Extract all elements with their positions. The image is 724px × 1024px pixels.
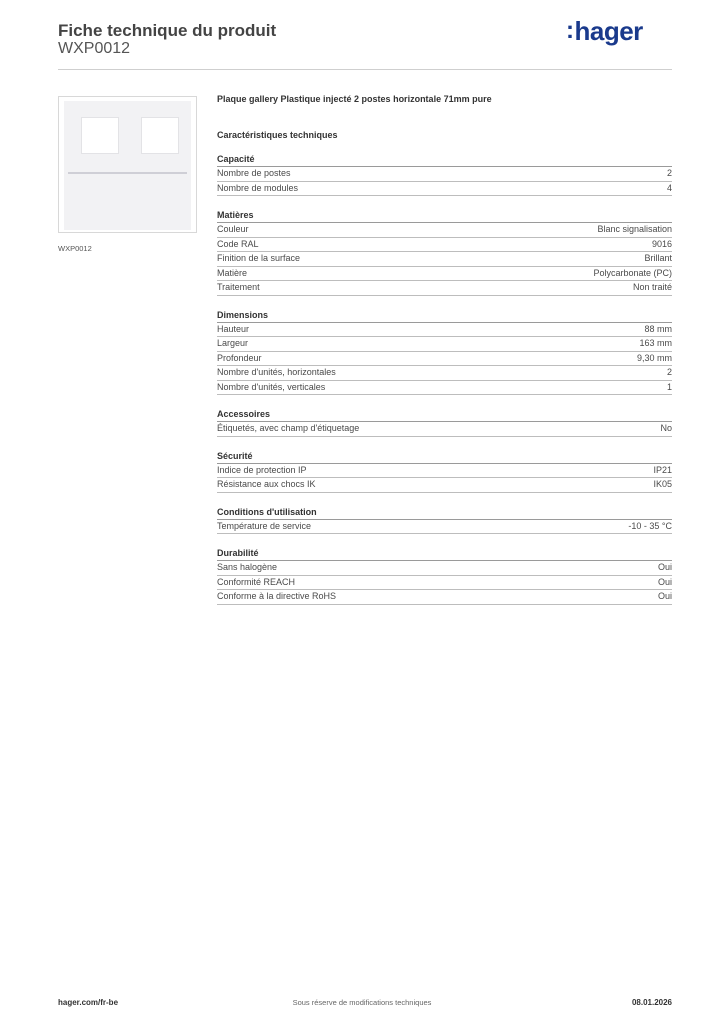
spec-value: Oui: [657, 591, 672, 601]
spec-row: [217, 464, 672, 479]
hager-logo: [566, 16, 643, 47]
spec-row: [217, 478, 672, 493]
spec-label: Conforme à la directive RoHS: [217, 591, 337, 601]
spec-row: [217, 381, 672, 396]
section-title: Matières: [217, 209, 672, 223]
spec-value: Oui: [657, 576, 672, 587]
spec-row: [217, 252, 672, 267]
spec-row: [217, 352, 672, 367]
characteristics-heading: Caractéristiques techniques: [217, 130, 338, 140]
spec-label: Nombre de modules: [217, 182, 299, 193]
spec-sections: [217, 153, 672, 605]
product-description: Plaque gallery Plastique injecté 2 postes horizontale 71mm pure: [217, 94, 492, 104]
spec-row: [217, 422, 672, 437]
spec-label: Conformité REACH: [217, 576, 296, 587]
spec-label: Largeur: [217, 338, 249, 348]
product-code: WXP0012: [58, 40, 131, 57]
spec-label: Indice de protection IP: [217, 464, 307, 475]
spec-label: Étiquetés, avec champ d'étiquetage: [217, 423, 360, 433]
spec-value: Brillant: [644, 253, 672, 263]
spec-value: 2: [666, 168, 672, 178]
plate-window-left: [81, 117, 119, 154]
spec-label: Traitement: [217, 282, 260, 292]
spec-value: 2: [666, 367, 672, 377]
spec-value: 9,30 mm: [636, 352, 672, 363]
spec-label: Hauteur: [217, 323, 250, 334]
spec-row: [217, 366, 672, 381]
spec-row: [217, 576, 672, 591]
plate-window-right: [141, 117, 179, 154]
spec-row: [217, 561, 672, 576]
spec-value: 4: [666, 182, 672, 193]
spec-value: 1: [666, 381, 672, 392]
image-caption: WXP0012: [58, 244, 92, 253]
page-title: Fiche technique du produit: [58, 21, 277, 40]
section-title: Durabilité: [217, 547, 672, 561]
spec-value: -10 - 35 °C: [628, 520, 672, 531]
spec-value: 9016: [651, 238, 672, 249]
spec-label: Matière: [217, 267, 248, 278]
section-title: Conditions d'utilisation: [217, 506, 672, 520]
spec-label: Finition de la surface: [217, 253, 301, 263]
plate-illustration: [64, 101, 191, 230]
logo-mark: :: [566, 17, 574, 44]
spec-value: Blanc signalisation: [597, 224, 672, 234]
footer-website: hager.com/fr-be: [58, 998, 119, 1007]
spec-value: Non traité: [632, 282, 672, 292]
footer-notice: Sous réserve de modifications techniques: [292, 998, 432, 1007]
section-title: Dimensions: [217, 309, 672, 323]
spec-label: Résistance aux chocs IK: [217, 479, 316, 489]
spec-row: [217, 590, 672, 605]
spec-value: 88 mm: [644, 323, 672, 334]
footer-date: 08.01.2026: [631, 998, 672, 1007]
spec-row: [217, 323, 672, 338]
spec-label: Profondeur: [217, 352, 262, 363]
spec-label: Code RAL: [217, 238, 259, 249]
spec-label: Sans halogène: [217, 562, 278, 572]
spec-value: Polycarbonate (PC): [593, 267, 672, 278]
spec-content: [217, 92, 672, 605]
section-title: Sécurité: [217, 450, 672, 464]
spec-row: [217, 337, 672, 352]
spec-label: Nombre d'unités, verticales: [217, 381, 326, 392]
spec-value: 163 mm: [639, 338, 672, 348]
section-title: Capacité: [217, 153, 672, 167]
spec-row: [217, 267, 672, 282]
section-title: Accessoires: [217, 408, 672, 422]
spec-value: IK05: [653, 479, 672, 489]
logo-text: hager: [574, 16, 643, 46]
spec-value: IP21: [653, 464, 672, 475]
spec-value: Oui: [657, 562, 672, 572]
spec-row: [217, 223, 672, 238]
product-image: [58, 96, 197, 233]
spec-row: [217, 281, 672, 296]
spec-row: [217, 520, 672, 535]
spec-label: Nombre de postes: [217, 168, 291, 178]
plate-edge: [68, 172, 187, 174]
spec-label: Nombre d'unités, horizontales: [217, 367, 336, 377]
spec-row: [217, 182, 672, 197]
spec-label: Couleur: [217, 224, 249, 234]
spec-row: [217, 238, 672, 253]
spec-value: No: [660, 423, 672, 433]
spec-label: Température de service: [217, 520, 312, 531]
header-divider: [58, 69, 672, 70]
spec-row: [217, 167, 672, 182]
